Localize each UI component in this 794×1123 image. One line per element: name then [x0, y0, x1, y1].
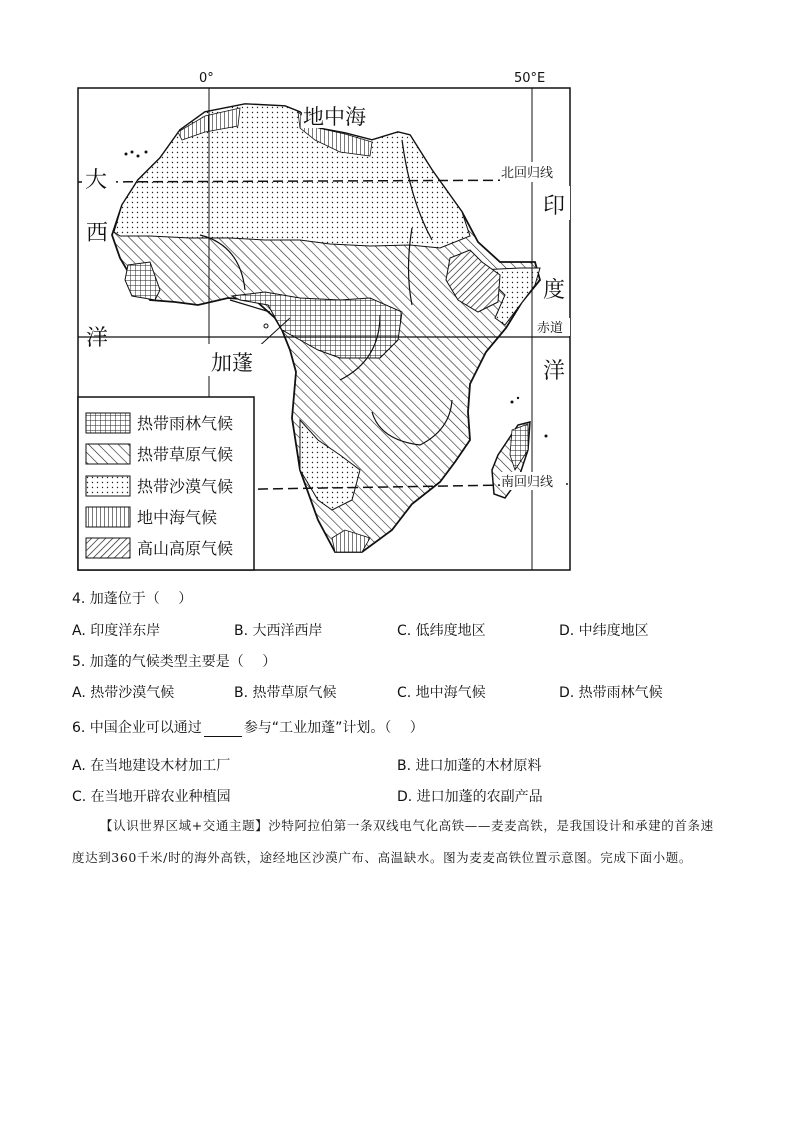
legend-label-highland: 高山高原气候	[137, 539, 234, 558]
question-5-option-a[interactable]: A. 热带沙漠气候	[72, 685, 175, 701]
equator-label: 赤道	[537, 321, 564, 336]
question-4-option-a[interactable]: A. 印度洋东岸	[72, 623, 161, 639]
legend-label-mediterranean: 地中海气候	[137, 508, 218, 527]
question-6-stem-after: 参与“工业加蓬”计划。（ ）	[243, 720, 424, 736]
ocean-west-char-3: 洋	[86, 326, 109, 351]
question-5-stem: 5. 加蓬的气候类型主要是（ ）	[72, 654, 277, 670]
legend-label-savanna: 热带草原气候	[137, 445, 234, 464]
question-6-stem-before: 6. 中国企业可以通过	[72, 720, 202, 736]
question-5-option-d[interactable]: D. 热带雨林气候	[559, 685, 663, 701]
lon-label-0: 0°	[199, 71, 214, 86]
ocean-east-char-2: 度	[543, 278, 566, 303]
question-4-option-c[interactable]: C. 低纬度地区	[397, 623, 486, 639]
question-5-option-c[interactable]: C. 地中海气候	[397, 685, 486, 701]
question-6-option-b[interactable]: B. 进口加蓬的木材原料	[397, 758, 542, 774]
question-6-option-a[interactable]: A. 在当地建设木材加工厂	[72, 758, 231, 774]
legend-swatch-savanna	[86, 444, 130, 464]
ocean-west-char-1: 大	[85, 168, 108, 193]
question-5-option-b[interactable]: B. 热带草原气候	[234, 685, 337, 701]
passage-paragraph	[72, 810, 722, 874]
question-4-option-b[interactable]: B. 大西洋西岸	[234, 623, 323, 639]
ocean-east-char-1: 印	[543, 194, 566, 219]
passage-text: 【认识世界区域+交通主题】沙特阿拉伯第一条双线电气化高铁——麦麦高铁，是我国设计和承建的首条速度达到360千米/时的海外高铁，途经地区沙漠广布、高温缺水。图为麦麦高铁位置示意图。完成下面小题。	[72, 818, 714, 865]
legend-swatch-rainforest	[86, 413, 130, 433]
legend-swatch-highland	[86, 538, 130, 558]
question-6-option-c[interactable]: C. 在当地开辟农业种植园	[72, 789, 231, 805]
legend-swatch-desert	[86, 476, 130, 496]
question-4-stem: 4. 加蓬位于（ ）	[72, 591, 193, 607]
lon-label-50e: 50°E	[514, 71, 546, 86]
legend-swatch-mediterranean	[86, 507, 130, 527]
ocean-east-char-3: 洋	[543, 359, 566, 384]
ocean-west-char-2: 西	[86, 221, 109, 246]
question-4-option-d[interactable]: D. 中纬度地区	[559, 623, 649, 639]
question-6-stem	[72, 717, 424, 737]
tropic-south-label: 南回归线	[501, 475, 554, 490]
legend-label-desert: 热带沙漠气候	[137, 477, 234, 496]
tropic-north-label: 北回归线	[501, 166, 554, 181]
sea-label: 地中海	[303, 105, 366, 129]
question-6-option-d[interactable]: D. 进口加蓬的农副产品	[397, 789, 543, 805]
legend-label-rainforest: 热带雨林气候	[137, 414, 234, 433]
question-6-blank	[204, 722, 242, 737]
country-label-gabon: 加蓬	[211, 351, 253, 375]
